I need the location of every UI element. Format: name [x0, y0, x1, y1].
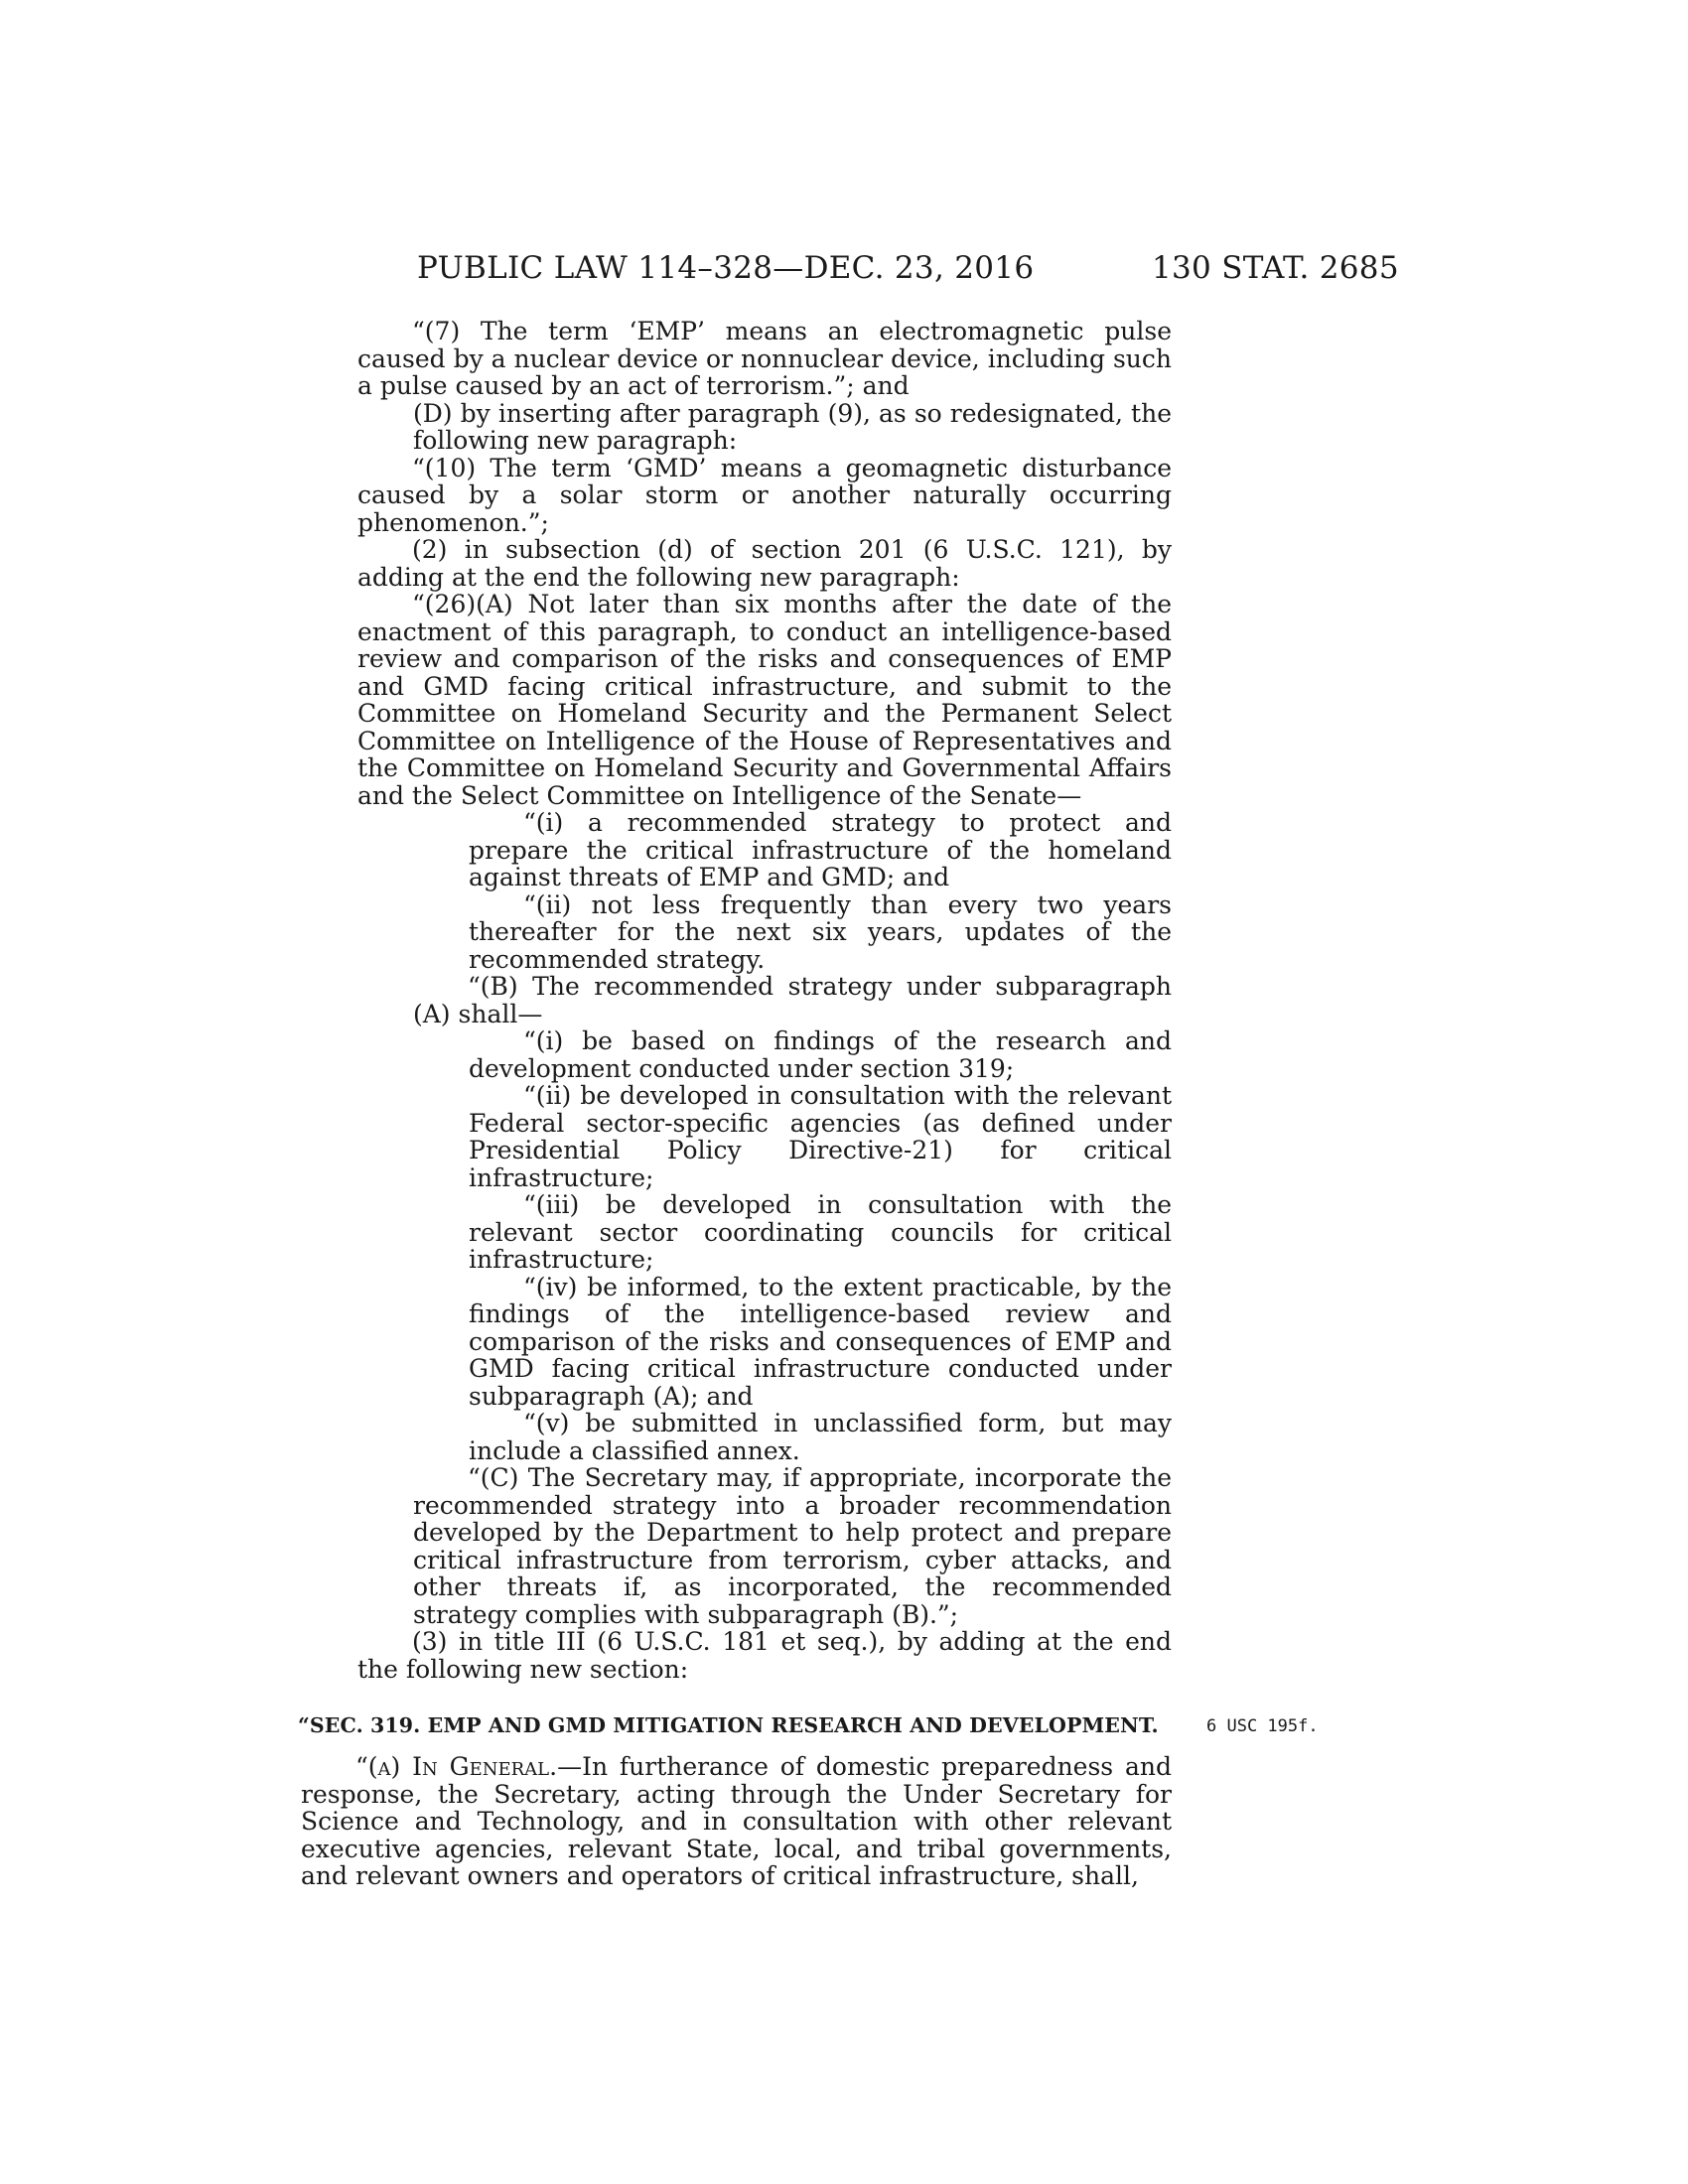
para-gmd-definition: “(10) The term ‘GMD’ means a geomagnetic disturbance caused by a solar storm or another naturally occurring phenomenon.”;	[357, 453, 1172, 537]
subsection-a-text: —In furtherance of domestic preparedness and response, the Secretary, acting through the Under Secretary for Science and Technology, and in consultation with other relevant executive agencies, relevant State, local, and tribal governments, and relevant owners and operators of critical infrastructure, shall,	[301, 1752, 1172, 1890]
para-3-title-iii: (3) in title III (6 U.S.C. 181 et seq.), by adding at the end the following new section:	[357, 1627, 1172, 1684]
para-d-inserting	[413, 400, 1172, 455]
para-26c: “(C) The Secretary may, if appropriate, incorporate the recommended strategy into a broader recommendation developed by the Department to help protect and prepare critical infrastructure from terrorism, cyber attacks, and other threats if, as incorporated, the recommended strategy complies with subparagraph (B).”;	[413, 1463, 1172, 1629]
para-26a-ii: “(ii) not less frequently than every two years thereafter for the next six years, updates of the recommended strategy.	[469, 889, 1172, 974]
subsection-a-label: “(a) In General.	[355, 1752, 558, 1781]
para-26b-ii: “(ii) be developed in consultation with the relevant Federal sector-specific agencies (as defined under Presidential Policy Directive-21) for critical infrastructure;	[469, 1081, 1172, 1192]
para-26b: “(B) The recommended strategy under subparagraph (A) shall—	[413, 972, 1172, 1028]
section-heading: “SEC. 319. EMP AND GMD MITIGATION RESEARCH AND DEVELOPMENT.	[298, 1713, 1159, 1737]
para-26b-i: “(i) be based on findings of the research and development conducted under section 319;	[469, 1026, 1172, 1083]
para-d-text: (D) by inserting after paragraph (9), as so redesignated, the following new paragraph:	[413, 398, 1172, 455]
para-26b-v: “(v) be submitted in unclassified form, but may include a classified annex.	[469, 1409, 1172, 1465]
para-26b-iii: “(iii) be developed in consultation with the relevant sector coordinating councils for critical infrastructure;	[469, 1190, 1172, 1274]
para-emp-text: “(7) The term ‘EMP’ means an electromagnetic pulse caused by a nuclear device or nonnuclear device, including such a pulse caused by an act of terrorism.”; and	[357, 317, 1172, 400]
para-emp-definition	[357, 317, 1172, 400]
statute-body	[357, 318, 1172, 1683]
para-319a	[301, 1753, 1172, 1890]
section-319-body	[301, 1753, 1172, 1890]
para-2-subsection: (2) in subsection (d) of section 201 (6 U.S.C. 121), by adding at the end the following new paragraph:	[357, 535, 1172, 592]
para-26a-i: “(i) a recommended strategy to protect and prepare the critical infrastructure of the homeland against threats of EMP and GMD; and	[469, 808, 1172, 891]
usc-margin-note: 6 USC 195f.	[1206, 1716, 1319, 1736]
para-26a: “(26)(A) Not later than six months after the date of the enactment of this paragraph, to conduct an intelligence-based review and comparison of the risks and consequences of EMP and GMD facing critical infrastructure, and submit to the Committee on Homeland Security and the Permanent Select Committee on Intelligence of the House of Representatives and the Committee on Homeland Security and Governmental Affairs and the Select Committee on Intelligence of the Senate—	[357, 590, 1172, 810]
para-26b-iv: “(iv) be informed, to the extent practicable, by the findings of the intelligence-based review and comparison of the risks and consequences of EMP and GMD facing critical infrastructure conducted under subparagraph (A); and	[469, 1272, 1172, 1411]
running-header-page-number: 130 STAT. 2685	[1152, 250, 1399, 286]
running-header-left: PUBLIC LAW 114–328—DEC. 23, 2016	[417, 250, 1035, 286]
